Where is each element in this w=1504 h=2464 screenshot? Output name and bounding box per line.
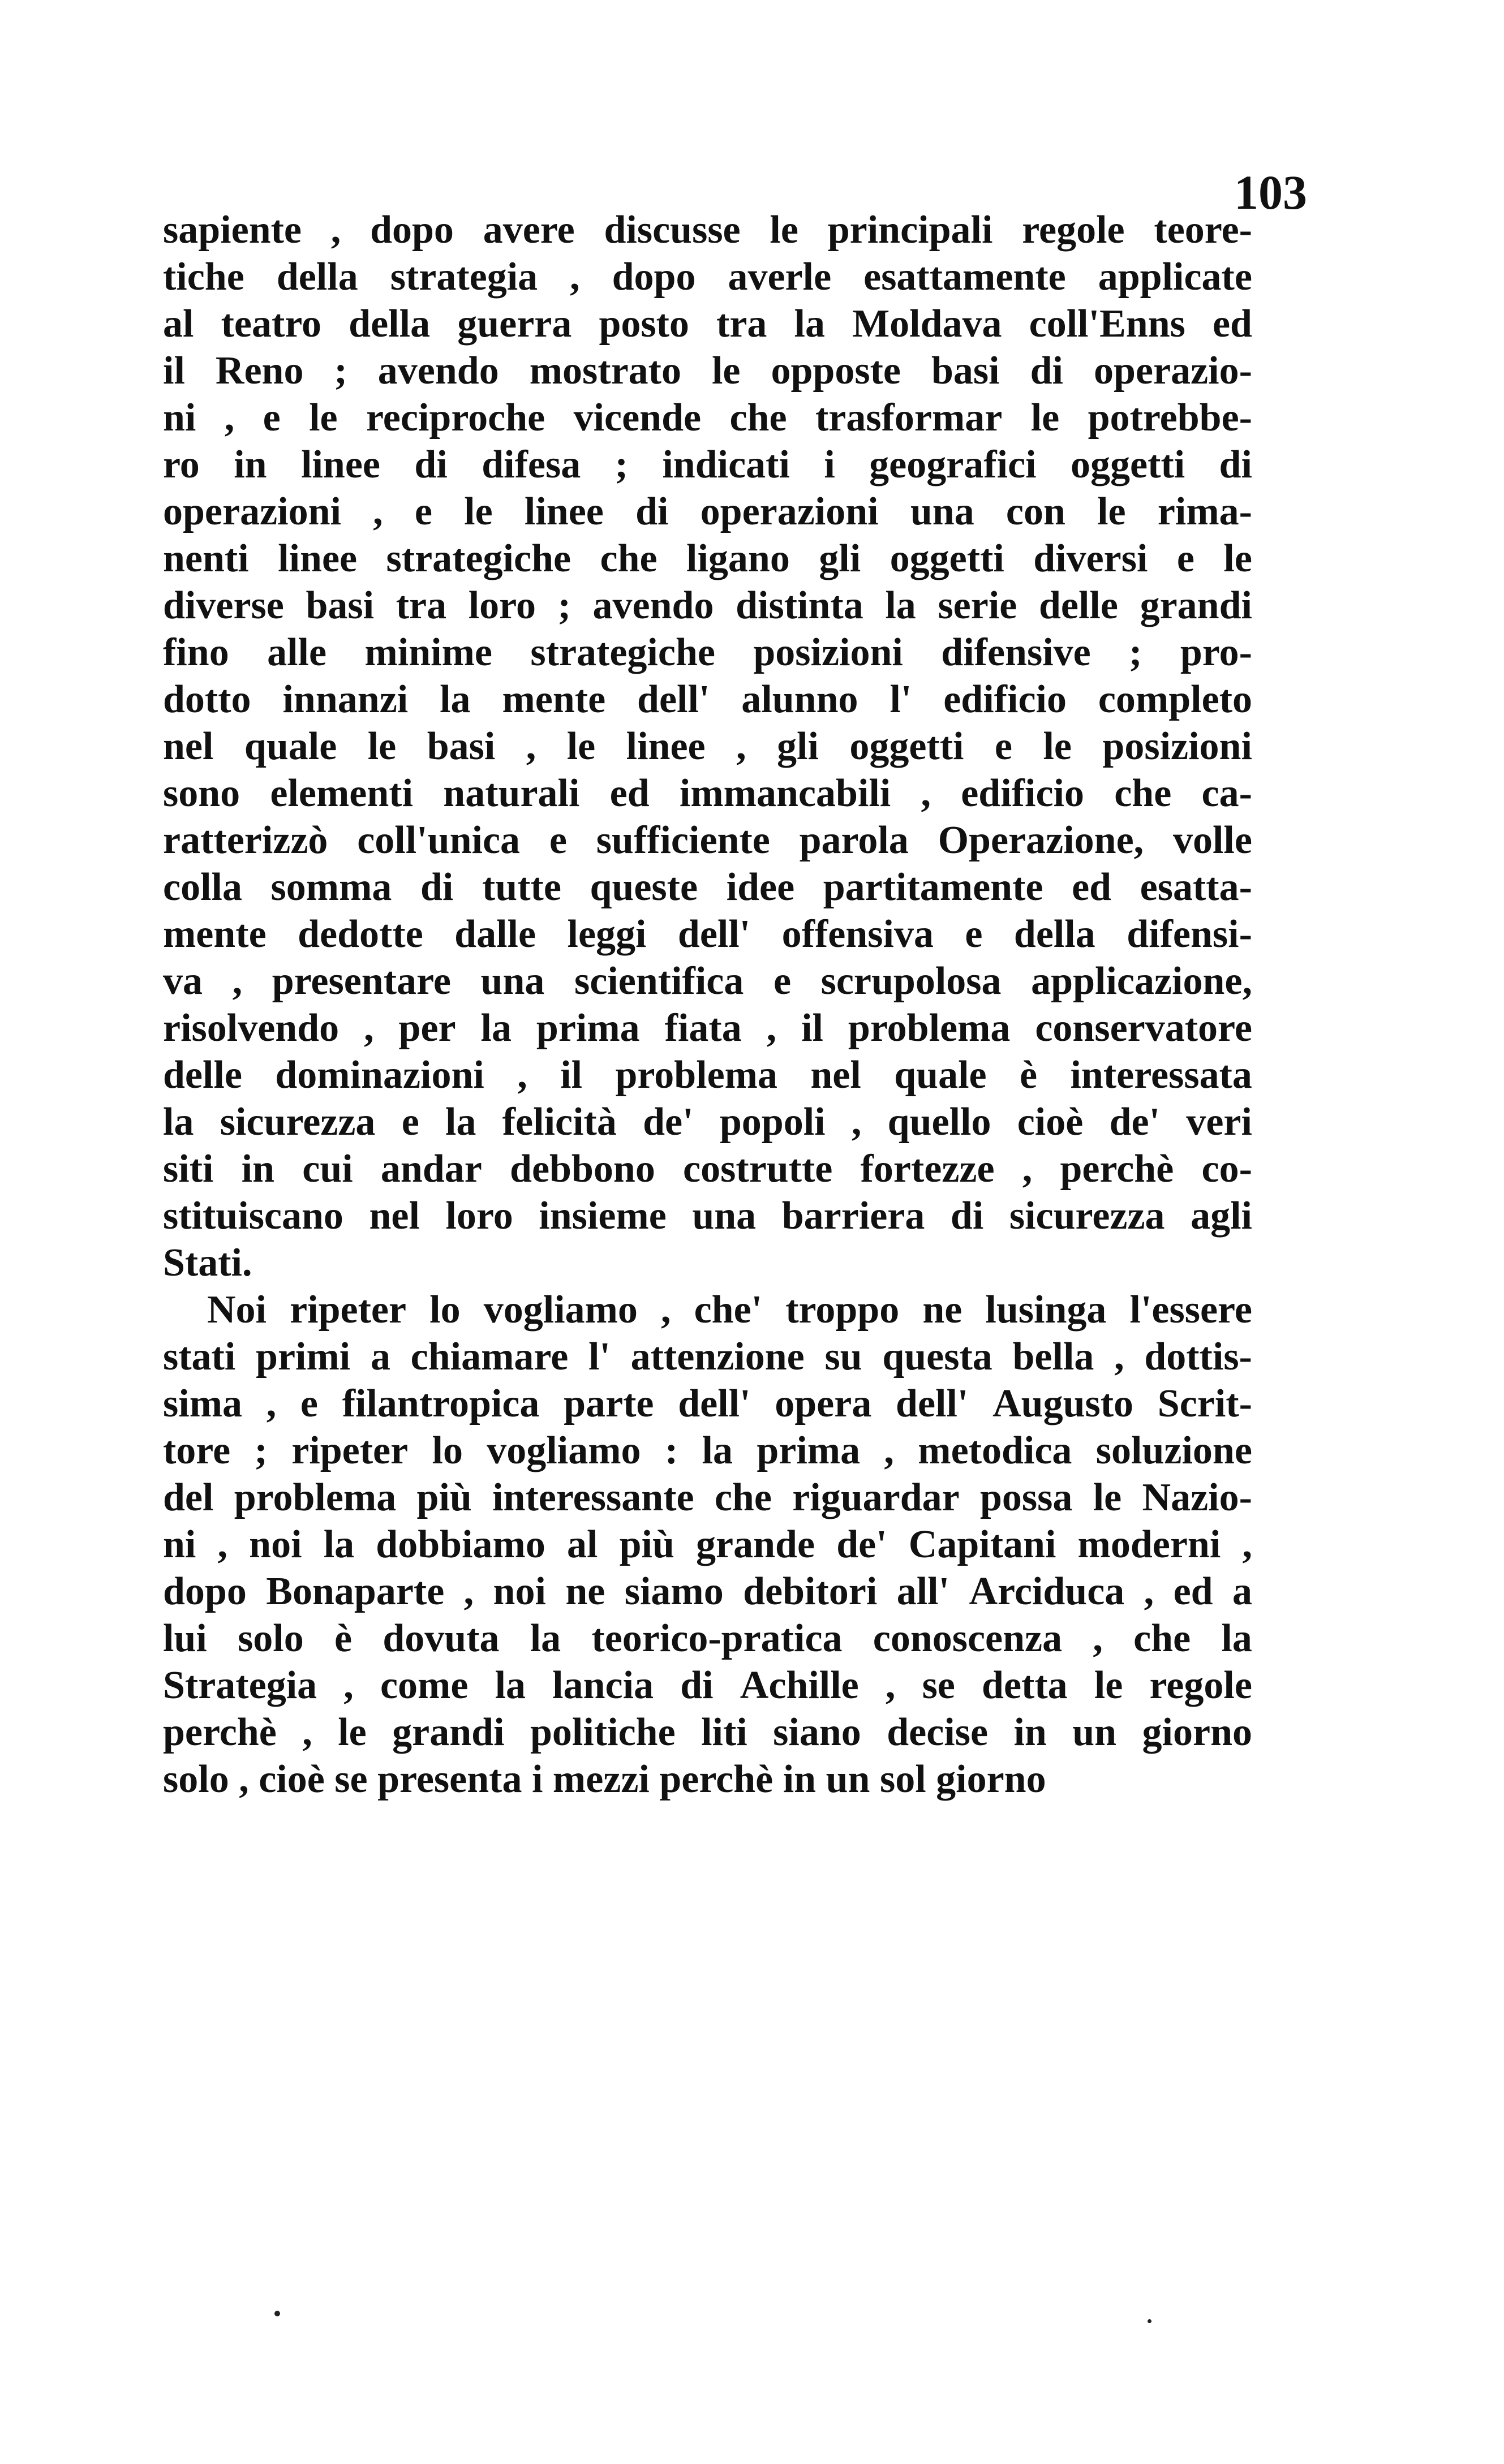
text-line: delle dominazioni , il problema nel quale è interessata [163, 1053, 1252, 1097]
text-line: ratterizzò coll'unica e sufficiente parola Operazione, volle [163, 819, 1252, 862]
text-line: Noi ripeter lo vogliamo , che' troppo ne lusinga l'essere [207, 1288, 1252, 1332]
text-line: dopo Bonaparte , noi ne siamo debitori all' Arciduca , ed a [163, 1570, 1252, 1613]
text-line: sapiente , dopo avere discusse le principali regole teore- [163, 208, 1252, 252]
text-line: sono elementi naturali ed immancabili , edificio che ca- [163, 772, 1252, 815]
text-line: nel quale le basi , le linee , gli oggetti e le posizioni [163, 725, 1252, 768]
text-line: fino alle minime strategiche posizioni difensive ; pro- [163, 631, 1252, 674]
text-line: Strategia , come la lancia di Achille , se detta le regole [163, 1664, 1252, 1707]
text-line: tore ; ripeter lo vogliamo : la prima , metodica soluzione [163, 1429, 1252, 1472]
text-line: stati primi a chiamare l' attenzione su questa bella , dottis- [163, 1335, 1252, 1379]
text-line: solo , cioè se presenta i mezzi perchè in un sol giorno [163, 1757, 1046, 1801]
ink-spot [274, 2311, 280, 2316]
text-line: del problema più interessante che riguardar possa le Nazio- [163, 1476, 1252, 1519]
text-line: operazioni , e le linee di operazioni una con le rima- [163, 490, 1252, 533]
text-line: va , presentare una scientifica e scrupolosa applicazione, [163, 959, 1252, 1003]
text-line: mente dedotte dalle leggi dell' offensiva e della difensi- [163, 912, 1252, 956]
text-line: dotto innanzi la mente dell' alunno l' edificio completo [163, 678, 1252, 721]
text-line: stituiscano nel loro insieme una barriera di sicurezza agli [163, 1194, 1252, 1238]
text-line: ni , noi la dobbiamo al più grande de' Capitani moderni , [163, 1523, 1252, 1566]
text-line: ni , e le reciproche vicende che trasformar le potrebbe- [163, 396, 1252, 440]
text-line: ro in linee di difesa ; indicati i geografici oggetti di [163, 443, 1252, 486]
text-line: la sicurezza e la felicità de' popoli , quello cioè de' veri [163, 1100, 1252, 1144]
body-text [163, 206, 1252, 1803]
text-line: diverse basi tra loro ; avendo distinta la serie delle grandi [163, 584, 1252, 627]
text-line: tiche della strategia , dopo averle esattamente applicate [163, 255, 1252, 299]
text-line: nenti linee strategiche che ligano gli oggetti diversi e le [163, 537, 1252, 580]
text-line: colla somma di tutte queste idee partitamente ed esatta- [163, 865, 1252, 909]
page-number: 103 [1234, 165, 1307, 219]
text-line: il Reno ; avendo mostrato le opposte basi di operazio- [163, 349, 1252, 393]
ink-spot [1148, 2319, 1151, 2323]
text-line: sima , e filantropica parte dell' opera dell' Augusto Scrit- [163, 1382, 1252, 1425]
text-line: Stati. [163, 1241, 252, 1285]
text-line: al teatro della guerra posto tra la Moldava coll'Enns ed [163, 302, 1252, 346]
text-line: risolvendo , per la prima fiata , il problema conservatore [163, 1006, 1252, 1050]
text-line: siti in cui andar debbono costrutte fortezze , perchè co- [163, 1147, 1252, 1191]
text-line: lui solo è dovuta la teorico-pratica conoscenza , che la [163, 1617, 1252, 1660]
text-line: perchè , le grandi politiche liti siano decise in un giorno [163, 1711, 1252, 1754]
